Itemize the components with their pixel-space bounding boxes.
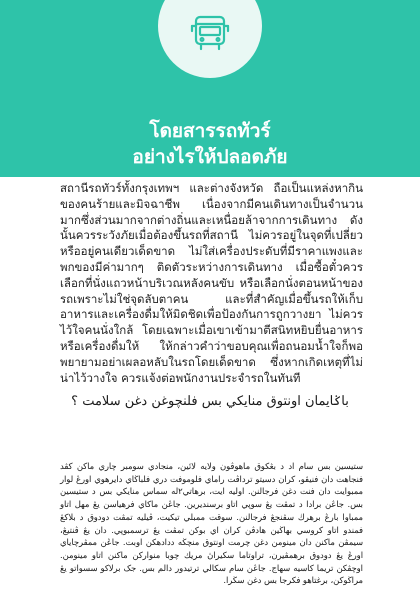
header-band [0,0,420,177]
icon-badge [158,0,262,78]
thai-paragraph: สถานีรถทัวร์ทั้งกรุงเทพฯ และต่างจังหวัด ถือเป็นแหล่งหากินของคนร้ายและมิจฉาชีพ เนื่องจากมีคนเดินทางเป็นจำนวนมากซึ่งส่วนมากจากต่างถิ่นและเหนื่อยล้าจากการเดินทาง ดังนั้นควรระวังภัยเมื่อต้องขึ้นรถที่สถานี ไม่ควรอยู่ในจุดที่เปลี่ยวหรืออยู่คนเดียวเด็ดขาด ไม่ใส่เครื่องประดับที่มีราคาแพงและพกของมีค่ามากๆ ติดตัวระหว่างการเดินทาง เมื่อซื้อตั๋วควรเลือกที่นั่งแถวหน้าบริเวณหลังคนขับ หรือเลือกนั่งตอนหน้าของรถเพราะไม่ใช่จุดลับตาคน และที่สำคัญเมื่อขึ้นรถให้เก็บอาหารและเครื่องดื่มให้มิดชิดเพื่อป้องกันการถูกวางยา ไม่ควรไว้ใจคนนั่งใกล้ โดยเฉพาะเมื่อเขาเข้ามาตีสนิทหยิบยื่นอาหารหรือเครื่องดื่มให้ ให้กล่าวคำว่าขอบคุณเพื่อถนอมน้ำใจก็พอ พยายามอย่าเผลอหลับในรถโดยเด็ดขาด ซึ่งหากเกิดเหตุที่ไม่น่าไว้วางใจ ควรแจ้งต่อพนักงานประจำรถในทันที [60,181,363,385]
bus-icon [190,0,230,56]
page-title-line2: อย่างไรให้ปลอดภัย [132,146,288,168]
page-title-line1: โดยสารรถทัวร์ [149,120,271,142]
jawi-heading: باݢايمان اونتوق منايکي بس فلنچوغن دغن سلامت ؟ [71,394,349,409]
jawi-paragraph: ستيسين بس سام اد د بڠكوق ماهوڤون ولايه لائين، منجادي سومبر چاري ماكن كڤد فنجاهت دان فنيڤو، كران دسيتو ترداڤت راماي فلوموفت دري فلباڬاي دايرهوي اورڠ لوار ممبوايت دان فنت دغن فرجالنن. اوليه ايت، برهاتي٢له سماس منايکي بس د ستيسين بس. جاڠن برادا د تمڤت يڠ سوڽي اتاو برسنديرين. جاڠن ماكاي فرهياسن يڠ مهل اتاو ممباوا بارڠ برهرڬ سڤنجڠ فرجالنن. سوقت ممبلي تيكيت، ڤيليه تمڤت دودوق د بلاكڠ فمندو اتاو كروسي بهاڬين هادڤن كران اي بوكن تمڤت يڠ ترسمبوڽي. دان يڠ ڤنتيڠ، سيمڤن ماكنن دان مينومن دغن چرمت اونتوق منچڬه ددادهكن اوبت. جاڠن ممڤرچاياي اورڠ يڠ دودوق برهمڤيرن، تراوتاما سكيراڽ مريك چوبا منواركن ماكنن اتاو مينومن. اوچڤكن تريما كاسيه سهاج. جاڠن سام سكالي ترتيدور دالم بس. جک برلاکو سسواتو يڠ مراڬوكن، برغتاهو فكرجا بس دغن سڬرا. [60,461,363,586]
